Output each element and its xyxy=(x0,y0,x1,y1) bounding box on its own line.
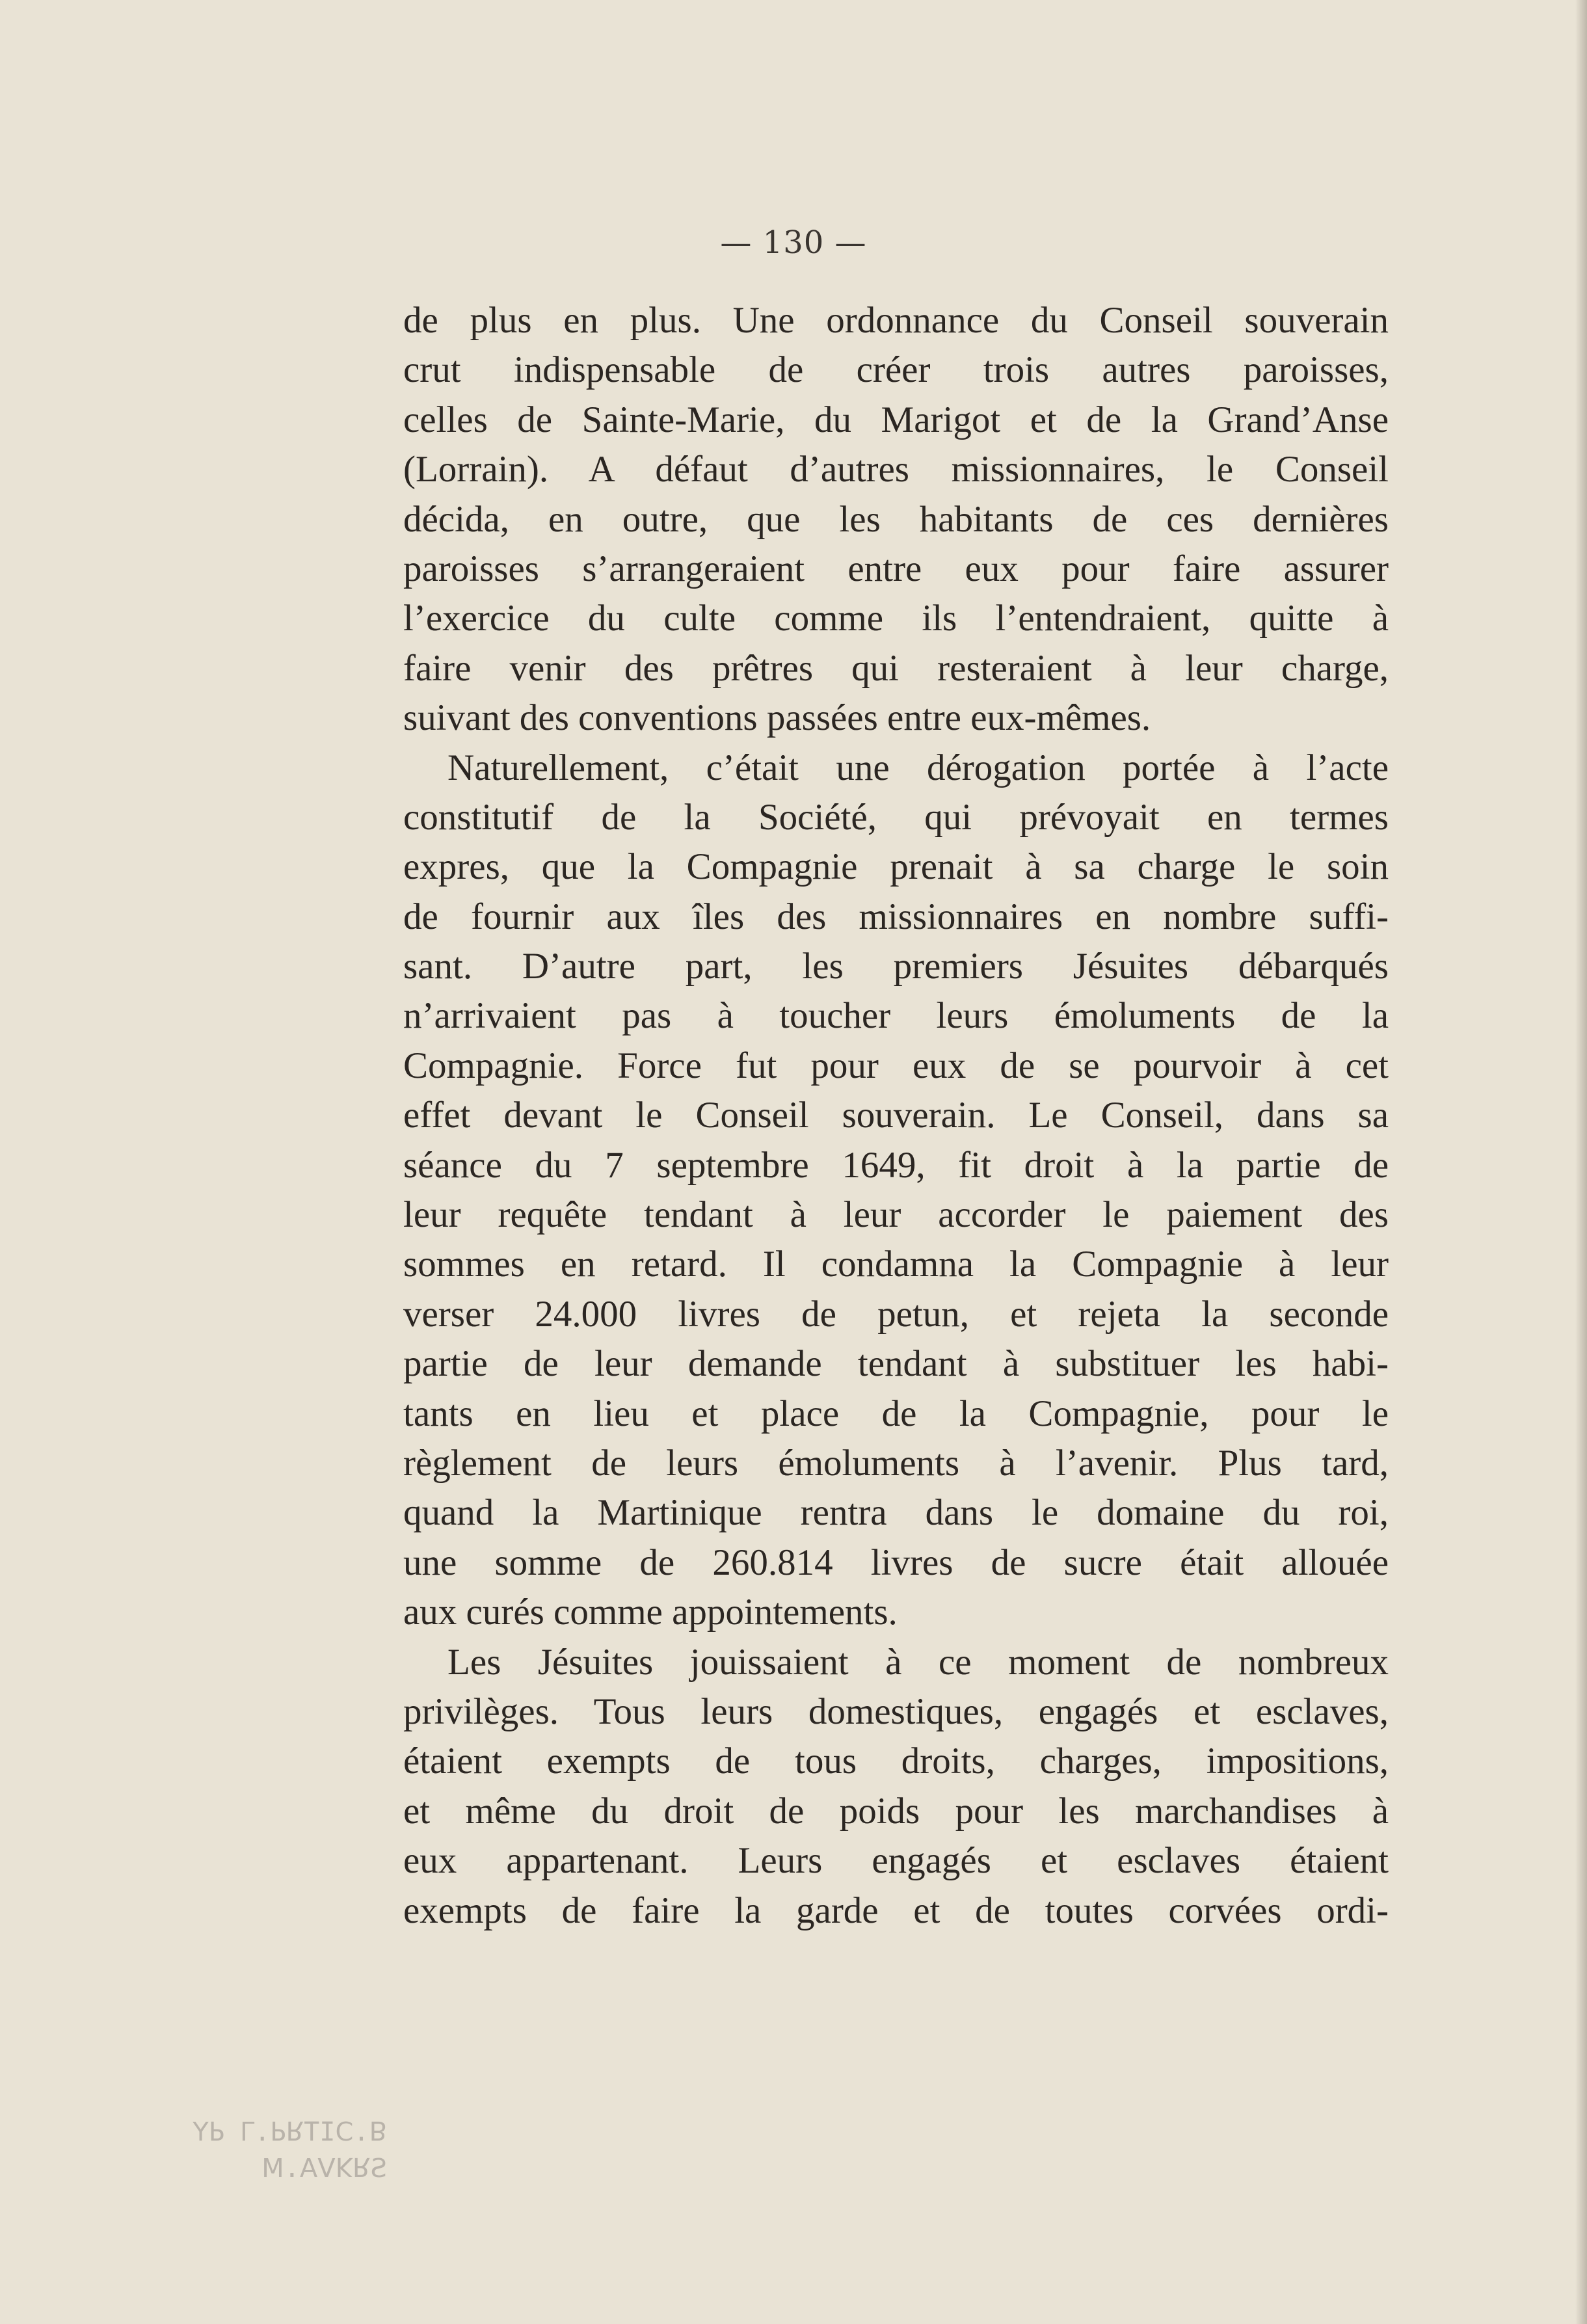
text-line: constitutif de la Société, qui prévoyait en termes xyxy=(403,796,1389,838)
text-line: paroisses s’arrangeraient entre eux pour faire assurer xyxy=(403,548,1389,589)
text-line: une somme de 260.814 livres de sucre était allouée xyxy=(403,1542,1389,1583)
text-line: eux appartenant. Leurs engagés et esclaves étaient xyxy=(403,1840,1389,1882)
text-line: exempts de faire la garde et de toutes corvées ordi- xyxy=(403,1890,1389,1931)
page-edge-shadow xyxy=(1575,0,1587,2324)
paragraph-3 xyxy=(403,1638,1389,1936)
text-line: règlement de leurs émoluments à l’avenir. Plus tard, xyxy=(403,1442,1389,1484)
text-line: séance du 7 septembre 1649, fit droit à la partie de xyxy=(403,1144,1389,1186)
text-line: aux curés comme appointements. xyxy=(403,1592,898,1633)
text-line: Les Jésuites jouissaient à ce moment de nombreux xyxy=(447,1641,1389,1683)
body-text xyxy=(403,296,1389,1936)
text-line: de fournir aux îles des missionnaires en nombre suffi- xyxy=(403,896,1389,937)
text-line: sant. D’autre part, les premiers Jésuites débarqués xyxy=(403,946,1389,987)
library-stamp xyxy=(172,2114,387,2187)
text-line: décida, en outre, que les habitants de ces dernières xyxy=(403,498,1389,540)
text-line: crut indispensable de créer trois autres paroisses, xyxy=(403,349,1389,391)
text-line: partie de leur demande tendant à substituer les habi- xyxy=(403,1343,1389,1385)
text-line: celles de Sainte-Marie, du Marigot et de la Grand’Anse xyxy=(403,399,1389,440)
text-line: faire venir des prêtres qui resteraient à leur charge, xyxy=(403,647,1389,689)
paragraph-2 xyxy=(403,743,1389,1638)
text-line: (Lorrain). A défaut d’autres missionnaires, le Conseil xyxy=(403,449,1389,490)
stamp-line: ꓭ.ꓛITꓤꓒ.ꓶ ꓒꓬ xyxy=(193,2117,387,2147)
text-line: n’arrivaient pas à toucher leurs émoluments de la xyxy=(403,995,1389,1037)
text-line: quand la Martinique rentra dans le domaine du roi, xyxy=(403,1492,1389,1534)
text-line: Naturellement, c’était une dérogation portée à l’acte xyxy=(447,747,1389,788)
text-line: leur requête tendant à leur accorder le paiement des xyxy=(403,1194,1389,1236)
stamp-line: ꓢꓤꓘꓦꓮ.ꓟ xyxy=(261,2154,387,2184)
text-line: expres, que la Compagnie prenait à sa charge le soin xyxy=(403,846,1389,888)
text-line: tants en lieu et place de la Compagnie, pour le xyxy=(403,1393,1389,1434)
text-line: étaient exempts de tous droits, charges, impositions, xyxy=(403,1741,1389,1782)
text-line: sommes en retard. Il condamna la Compagnie à leur xyxy=(403,1244,1389,1285)
text-line: de plus en plus. Une ordonnance du Conseil souverain xyxy=(403,300,1389,341)
page-number: — 130 — xyxy=(720,224,867,261)
paragraph-1 xyxy=(403,296,1389,743)
text-line: privilèges. Tous leurs domestiques, engagés et esclaves, xyxy=(403,1690,1389,1732)
text-line: verser 24.000 livres de petun, et rejeta la seconde xyxy=(403,1293,1389,1335)
text-line: suivant des conventions passées entre eux-mêmes. xyxy=(403,697,1151,739)
text-line: effet devant le Conseil souverain. Le Conseil, dans sa xyxy=(403,1095,1389,1136)
text-line: et même du droit de poids pour les marchandises à xyxy=(403,1790,1389,1832)
text-line: l’exercice du culte comme ils l’entendraient, quitte à xyxy=(403,598,1389,639)
text-line: Compagnie. Force fut pour eux de se pourvoir à cet xyxy=(403,1045,1389,1086)
